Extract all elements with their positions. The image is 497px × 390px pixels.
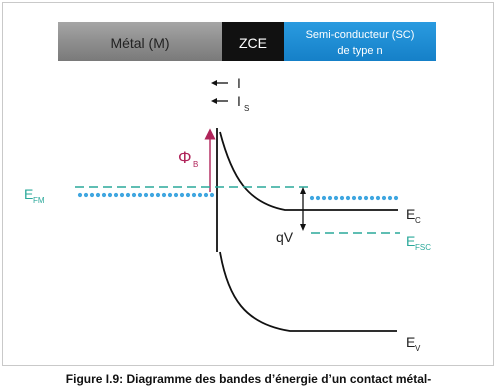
electron-dot bbox=[370, 196, 374, 200]
electron-dot bbox=[180, 193, 184, 197]
efm-label: E bbox=[24, 186, 34, 202]
ec-label: E bbox=[406, 206, 416, 222]
electron-dot bbox=[394, 196, 398, 200]
electron-dot bbox=[328, 196, 332, 200]
valence-band bbox=[220, 252, 397, 331]
electron-dot bbox=[388, 196, 392, 200]
electron-dot bbox=[84, 193, 88, 197]
electron-dot bbox=[114, 193, 118, 197]
electron-dot bbox=[168, 193, 172, 197]
efm-sub: FM bbox=[33, 196, 45, 205]
zce-label: ZCE bbox=[239, 35, 267, 51]
electron-dot bbox=[132, 193, 136, 197]
current-is bbox=[211, 93, 249, 113]
electron-dot bbox=[210, 193, 214, 197]
electron-dot bbox=[78, 193, 82, 197]
electron-dot bbox=[382, 196, 386, 200]
electron-dot bbox=[192, 193, 196, 197]
ev-sub: V bbox=[415, 344, 421, 353]
electron-dot bbox=[376, 196, 380, 200]
electron-dot bbox=[316, 196, 320, 200]
electron-dot bbox=[162, 193, 166, 197]
efsc-label: E bbox=[406, 233, 416, 249]
figure-caption: Figure I.9: Diagramme des bandes d’énergie d’un contact métal- bbox=[65, 372, 432, 386]
electron-dot bbox=[346, 196, 350, 200]
electron-dot bbox=[358, 196, 362, 200]
electron-dot bbox=[334, 196, 338, 200]
ev-label: E bbox=[406, 334, 416, 350]
electron-dot bbox=[340, 196, 344, 200]
efsc-sub: FSC bbox=[415, 243, 431, 252]
sc-electrons bbox=[310, 196, 398, 200]
electron-dot bbox=[364, 196, 368, 200]
phi-b-label: Φ bbox=[178, 148, 192, 167]
electron-dot bbox=[198, 193, 202, 197]
qv-arrow-head-bottom bbox=[300, 224, 306, 231]
electron-dot bbox=[126, 193, 130, 197]
electron-dot bbox=[156, 193, 160, 197]
electron-dot bbox=[186, 193, 190, 197]
ec-sub: C bbox=[415, 216, 421, 225]
electron-dot bbox=[352, 196, 356, 200]
qv-arrow-head-top bbox=[300, 187, 306, 194]
current-i bbox=[211, 75, 241, 91]
electron-dot bbox=[174, 193, 178, 197]
sc-label-line1: Semi-conducteur (SC) bbox=[305, 29, 415, 41]
metal-label: Métal (M) bbox=[110, 35, 170, 51]
electron-dot bbox=[102, 193, 106, 197]
electron-dot bbox=[144, 193, 148, 197]
electron-dot bbox=[310, 196, 314, 200]
phi-b-sub: B bbox=[193, 160, 199, 169]
metal-electrons bbox=[78, 193, 214, 197]
electron-dot bbox=[138, 193, 142, 197]
qv-label: qV bbox=[276, 229, 294, 245]
sc-label-line2: de type n bbox=[337, 45, 383, 57]
electron-dot bbox=[90, 193, 94, 197]
electron-dot bbox=[322, 196, 326, 200]
electron-dot bbox=[96, 193, 100, 197]
electron-dot bbox=[108, 193, 112, 197]
current-is-sub: S bbox=[244, 104, 250, 113]
current-i-label: I bbox=[237, 75, 241, 91]
current-is-label: I bbox=[237, 93, 241, 109]
electron-dot bbox=[150, 193, 154, 197]
electron-dot bbox=[120, 193, 124, 197]
electron-dot bbox=[204, 193, 208, 197]
